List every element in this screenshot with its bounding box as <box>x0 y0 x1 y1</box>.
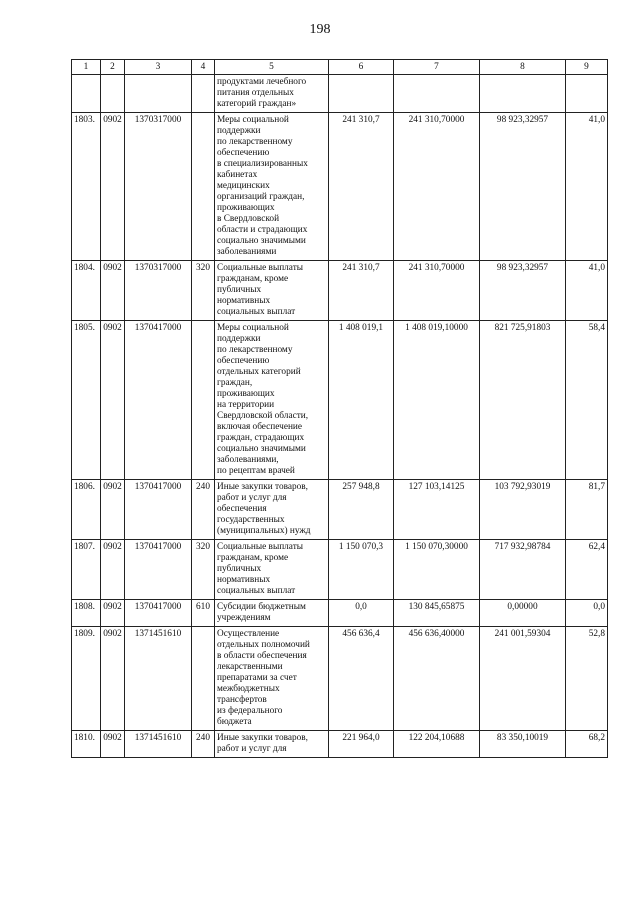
section-code-cell: 0902 <box>101 540 125 600</box>
row-number-cell: 1806. <box>72 480 101 540</box>
column-header: 1 <box>72 60 101 75</box>
expense-type-cell <box>192 627 215 731</box>
plan-amount-cell: 1 150 070,3 <box>329 540 394 600</box>
specified-amount-cell <box>394 75 480 113</box>
column-header: 5 <box>215 60 329 75</box>
execution-percent-cell: 41,0 <box>566 261 608 321</box>
specified-amount-cell: 130 845,65875 <box>394 600 480 627</box>
execution-percent-cell: 81,7 <box>566 480 608 540</box>
specified-amount-cell: 456 636,40000 <box>394 627 480 731</box>
item-name-cell: Осуществление отдельных полномочий в области обеспечения лекарственными препаратами за счет межбюджетных трансфертов из федерального бюджета <box>215 627 329 731</box>
column-header: 8 <box>480 60 566 75</box>
execution-percent-cell: 52,8 <box>566 627 608 731</box>
item-name-cell: Субсидии бюджетным учреждениям <box>215 600 329 627</box>
executed-amount-cell: 821 725,91803 <box>480 321 566 480</box>
expense-type-cell <box>192 321 215 480</box>
column-header: 7 <box>394 60 480 75</box>
executed-amount-cell: 103 792,93019 <box>480 480 566 540</box>
target-article-cell <box>125 75 192 113</box>
item-name-cell: Иные закупки товаров, работ и услуг для <box>215 731 329 758</box>
row-number-cell: 1803. <box>72 113 101 261</box>
target-article-cell: 1370417000 <box>125 321 192 480</box>
row-number-cell: 1810. <box>72 731 101 758</box>
specified-amount-cell: 1 150 070,30000 <box>394 540 480 600</box>
executed-amount-cell: 0,00000 <box>480 600 566 627</box>
executed-amount-cell: 98 923,32957 <box>480 113 566 261</box>
row-number-cell: 1808. <box>72 600 101 627</box>
executed-amount-cell: 83 350,10019 <box>480 731 566 758</box>
table-header-row <box>72 60 608 75</box>
table-row <box>72 480 608 540</box>
execution-percent-cell: 0,0 <box>566 600 608 627</box>
specified-amount-cell: 122 204,10688 <box>394 731 480 758</box>
item-name-cell: Меры социальной поддержки по лекарственному обеспечению в специализированных кабинетах медицинских организаций граждан, проживающих в Свердловской области и страдающих социально значимыми заболеваниями <box>215 113 329 261</box>
expense-type-cell: 320 <box>192 540 215 600</box>
plan-amount-cell: 456 636,4 <box>329 627 394 731</box>
execution-percent-cell: 62,4 <box>566 540 608 600</box>
table-row <box>72 627 608 731</box>
column-header: 9 <box>566 60 608 75</box>
table-row <box>72 540 608 600</box>
item-name-cell: Иные закупки товаров, работ и услуг для обеспечения государственных (муниципальных) нужд <box>215 480 329 540</box>
expense-type-cell <box>192 113 215 261</box>
row-number-cell: 1809. <box>72 627 101 731</box>
table-row <box>72 731 608 758</box>
section-code-cell: 0902 <box>101 600 125 627</box>
execution-percent-cell: 58,4 <box>566 321 608 480</box>
target-article-cell: 1370317000 <box>125 261 192 321</box>
table-row <box>72 321 608 480</box>
plan-amount-cell: 257 948,8 <box>329 480 394 540</box>
budget-table <box>71 59 608 758</box>
expense-type-cell: 240 <box>192 731 215 758</box>
target-article-cell: 1371451610 <box>125 627 192 731</box>
specified-amount-cell: 241 310,70000 <box>394 113 480 261</box>
section-code-cell: 0902 <box>101 261 125 321</box>
item-name-cell: продуктами лечебного питания отдельных категорий граждан» <box>215 75 329 113</box>
specified-amount-cell: 1 408 019,10000 <box>394 321 480 480</box>
expense-type-cell: 610 <box>192 600 215 627</box>
specified-amount-cell: 241 310,70000 <box>394 261 480 321</box>
item-name-cell: Социальные выплаты гражданам, кроме публичных нормативных социальных выплат <box>215 261 329 321</box>
column-header: 2 <box>101 60 125 75</box>
target-article-cell: 1370417000 <box>125 600 192 627</box>
target-article-cell: 1370317000 <box>125 113 192 261</box>
row-number-cell <box>72 75 101 113</box>
item-name-cell: Меры социальной поддержки по лекарственному обеспечению отдельных категорий граждан, проживающих на территории Свердловской области, включая обеспечение граждан, страдающих социально значимыми заболеваниями, по рецептам врачей <box>215 321 329 480</box>
table-row <box>72 261 608 321</box>
plan-amount-cell <box>329 75 394 113</box>
section-code-cell: 0902 <box>101 321 125 480</box>
plan-amount-cell: 221 964,0 <box>329 731 394 758</box>
section-code-cell <box>101 75 125 113</box>
expense-type-cell: 320 <box>192 261 215 321</box>
column-header: 6 <box>329 60 394 75</box>
section-code-cell: 0902 <box>101 480 125 540</box>
plan-amount-cell: 1 408 019,1 <box>329 321 394 480</box>
target-article-cell: 1370417000 <box>125 540 192 600</box>
page-number: 198 <box>309 22 331 37</box>
table-row <box>72 600 608 627</box>
expense-type-cell <box>192 75 215 113</box>
executed-amount-cell: 98 923,32957 <box>480 261 566 321</box>
target-article-cell: 1370417000 <box>125 480 192 540</box>
row-number-cell: 1807. <box>72 540 101 600</box>
section-code-cell: 0902 <box>101 113 125 261</box>
target-article-cell: 1371451610 <box>125 731 192 758</box>
expense-type-cell: 240 <box>192 480 215 540</box>
section-code-cell: 0902 <box>101 627 125 731</box>
column-header: 4 <box>192 60 215 75</box>
execution-percent-cell: 68,2 <box>566 731 608 758</box>
plan-amount-cell: 241 310,7 <box>329 261 394 321</box>
executed-amount-cell <box>480 75 566 113</box>
executed-amount-cell: 241 001,59304 <box>480 627 566 731</box>
execution-percent-cell <box>566 75 608 113</box>
table-row <box>72 113 608 261</box>
execution-percent-cell: 41,0 <box>566 113 608 261</box>
specified-amount-cell: 127 103,14125 <box>394 480 480 540</box>
section-code-cell: 0902 <box>101 731 125 758</box>
plan-amount-cell: 241 310,7 <box>329 113 394 261</box>
row-number-cell: 1805. <box>72 321 101 480</box>
row-number-cell: 1804. <box>72 261 101 321</box>
executed-amount-cell: 717 932,98784 <box>480 540 566 600</box>
table-row <box>72 75 608 113</box>
item-name-cell: Социальные выплаты гражданам, кроме публичных нормативных социальных выплат <box>215 540 329 600</box>
plan-amount-cell: 0,0 <box>329 600 394 627</box>
column-header: 3 <box>125 60 192 75</box>
